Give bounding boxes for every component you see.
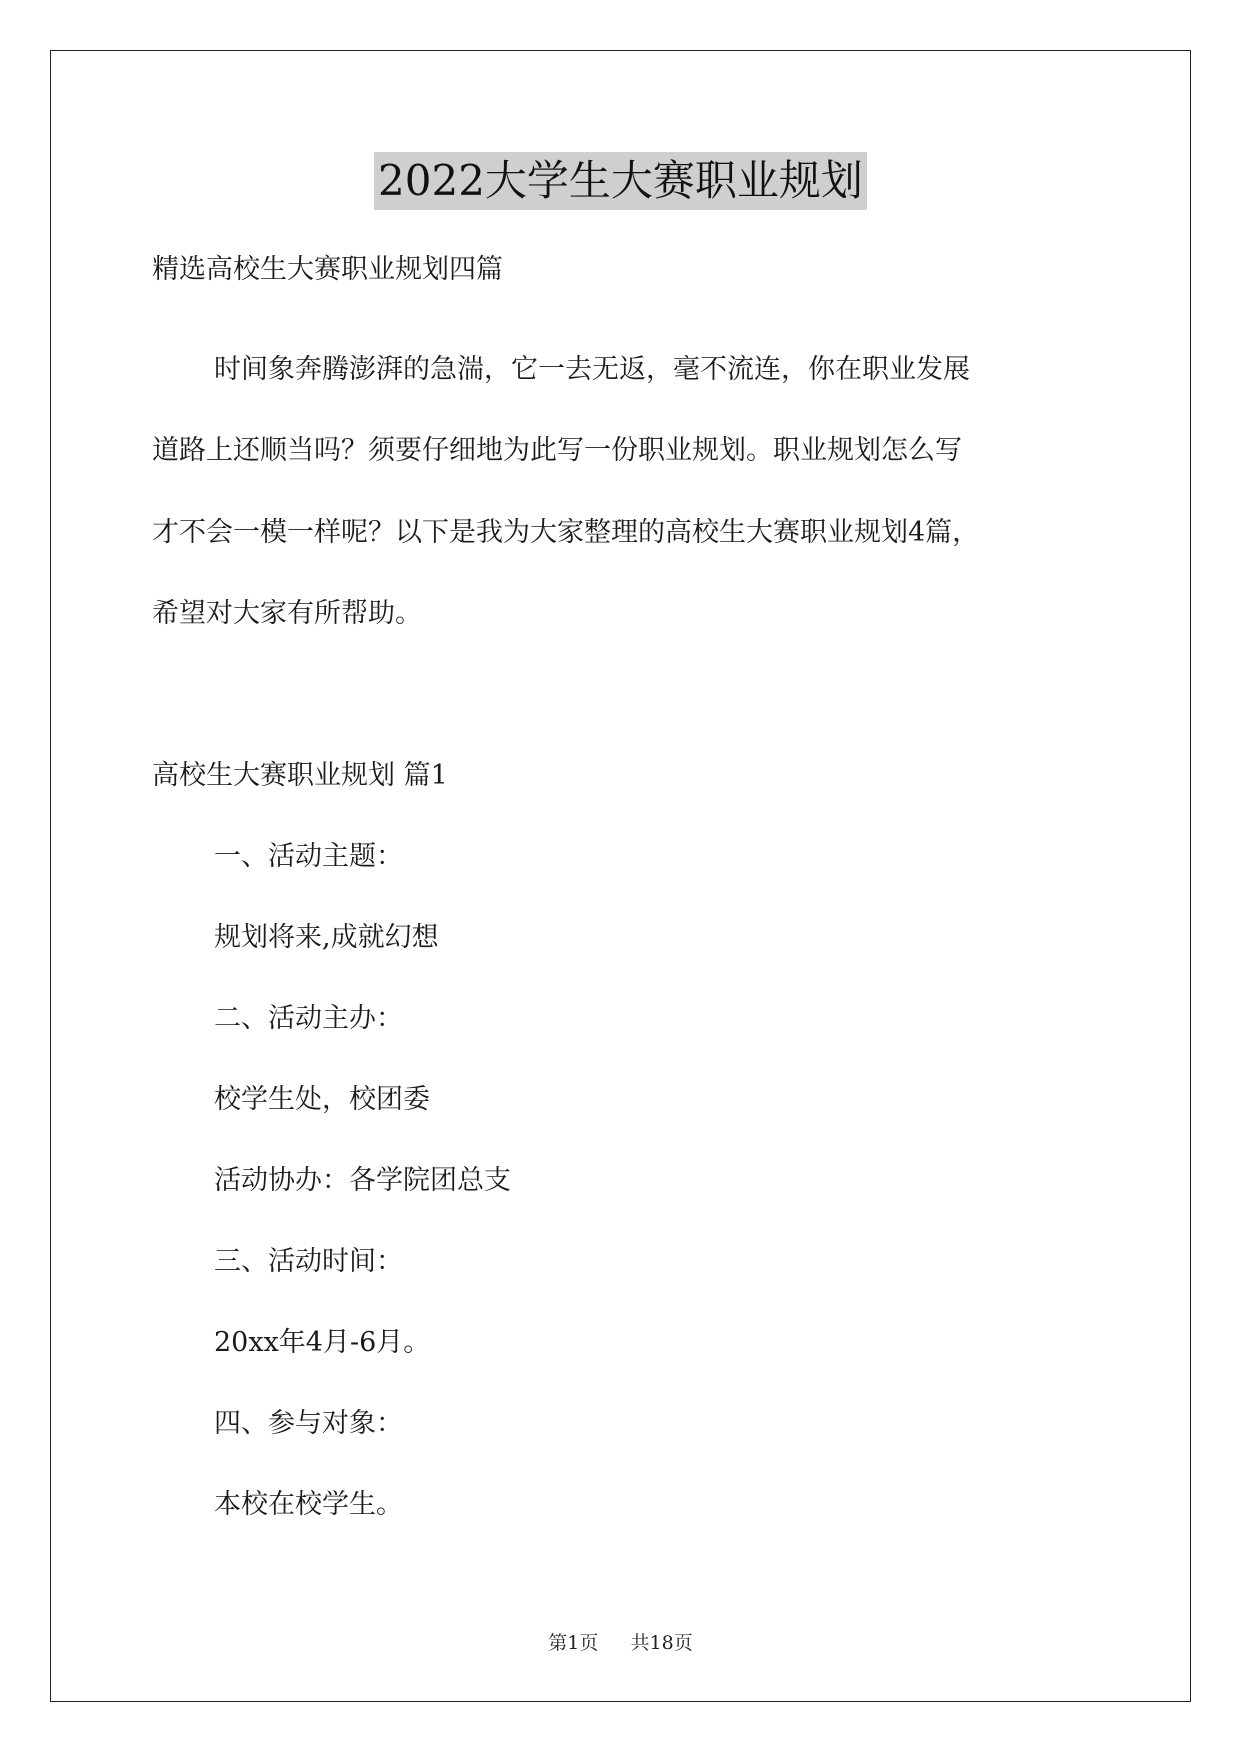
title-wrap: [0, 152, 1241, 210]
subtitle-line: 精选高校生大赛职业规划四篇: [152, 254, 503, 285]
item-text-theme: 规划将来,成就幻想: [214, 922, 439, 953]
section-heading: 高校生大赛职业规划 篇1: [152, 760, 448, 791]
intro-line-4: 希望对大家有所帮助。: [152, 598, 422, 629]
item-text-time: 20xx年4月-6月。: [214, 1327, 431, 1358]
intro-line-1: 时间象奔腾澎湃的急湍，它一去无返，毫不流连，你在职业发展: [214, 354, 970, 385]
item-heading-host: 二、活动主办：: [214, 1003, 403, 1034]
page-total: 共18页: [630, 1632, 693, 1654]
item-heading-theme: 一、活动主题：: [214, 841, 403, 872]
item-heading-participants: 四、参与对象：: [214, 1408, 403, 1439]
page-number: 第1页: [548, 1632, 599, 1654]
item-text-host: 校学生处，校团委: [214, 1084, 430, 1115]
intro-line-3: 才不会一模一样呢？以下是我为大家整理的高校生大赛职业规划4篇，: [152, 517, 980, 548]
intro-line-2: 道路上还顺当吗？须要仔细地为此写一份职业规划。职业规划怎么写: [152, 435, 962, 466]
item-text-participants: 本校在校学生。: [214, 1489, 403, 1520]
page-footer: [0, 1631, 1241, 1655]
item-heading-time: 三、活动时间：: [214, 1246, 403, 1277]
document-title: 2022大学生大赛职业规划: [374, 152, 867, 210]
page-frame: [50, 50, 1191, 1702]
item-text-cohost: 活动协办：各学院团总支: [214, 1165, 511, 1196]
